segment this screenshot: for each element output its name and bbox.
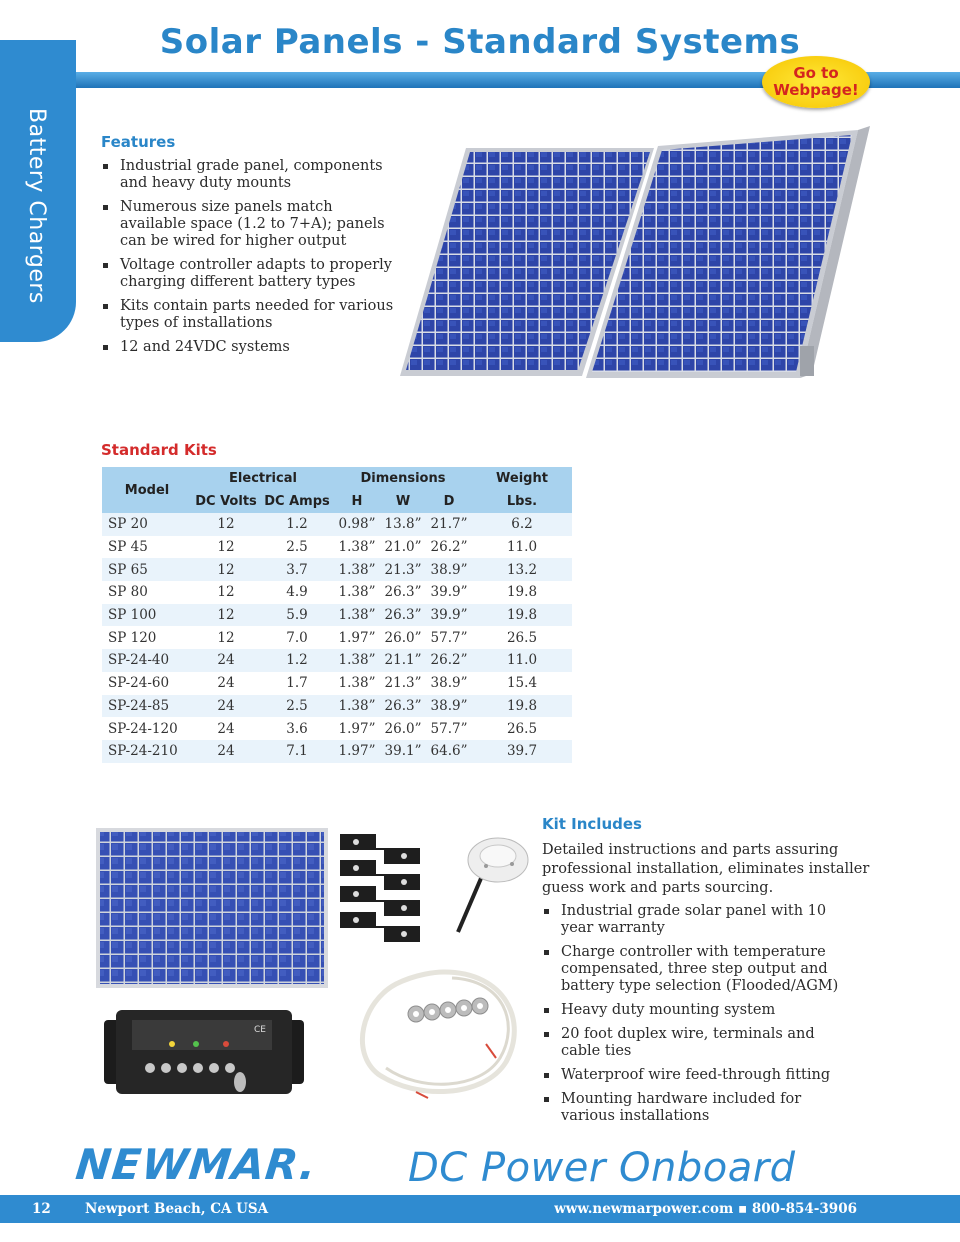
solar-panel-image [396, 124, 872, 386]
kit-includes-intro: Detailed instructions and parts assuring professional installation, eliminates installer guess work and parts sourcing. [542, 842, 870, 896]
cell-h: 1.97” [334, 626, 380, 649]
mounting-brackets-image [336, 830, 424, 942]
table-header-row [102, 467, 572, 490]
cell-w: 21.0” [380, 536, 426, 559]
standard-kits-table [102, 467, 572, 763]
features-heading: Features [101, 133, 176, 151]
cell-h: 1.38” [334, 649, 380, 672]
cell-h: 1.38” [334, 581, 380, 604]
newmar-logo: NEWMAR. [73, 1140, 320, 1189]
cell-w: 26.3” [380, 695, 426, 718]
table-row [102, 717, 572, 740]
kit-includes-heading: Kit Includes [542, 815, 642, 833]
cell-dc-volts: 12 [192, 581, 260, 604]
cell-dc-amps: 1.2 [260, 513, 334, 536]
cell-model: SP-24-120 [102, 717, 192, 740]
col-model: Model [102, 467, 192, 513]
cell-w: 26.0” [380, 626, 426, 649]
kit-item: Heavy duty mounting system [542, 1002, 852, 1019]
cell-w: 21.3” [380, 558, 426, 581]
feed-through-fitting-image [444, 828, 532, 936]
table-row [102, 558, 572, 581]
cell-dc-volts: 12 [192, 513, 260, 536]
cell-dc-amps: 3.7 [260, 558, 334, 581]
cell-w: 39.1” [380, 740, 426, 763]
features-list [101, 158, 401, 363]
cell-lbs: 19.8 [472, 604, 572, 627]
cell-lbs: 19.8 [472, 581, 572, 604]
cell-dc-volts: 12 [192, 626, 260, 649]
badge-line-2: Webpage! [773, 81, 859, 99]
cell-d: 26.2” [426, 536, 472, 559]
cell-model: SP 65 [102, 558, 192, 581]
col-d: D [426, 490, 472, 513]
cell-d: 39.9” [426, 604, 472, 627]
col-lbs: Lbs. [472, 490, 572, 513]
charge-controller-image [104, 1010, 304, 1094]
page-title: Solar Panels - Standard Systems [159, 22, 801, 62]
cell-lbs: 19.8 [472, 695, 572, 718]
standard-kits-heading: Standard Kits [101, 441, 217, 459]
cell-lbs: 13.2 [472, 558, 572, 581]
col-dc-volts: DC Volts [192, 490, 260, 513]
cell-d: 38.9” [426, 672, 472, 695]
cell-dc-amps: 7.1 [260, 740, 334, 763]
cell-dc-volts: 24 [192, 672, 260, 695]
footer-location: Newport Beach, CA USA [85, 1201, 269, 1217]
cell-lbs: 39.7 [472, 740, 572, 763]
kit-item: 20 foot duplex wire, terminals and cable ties [542, 1026, 852, 1060]
cell-h: 1.38” [334, 672, 380, 695]
cell-dc-volts: 12 [192, 558, 260, 581]
duplex-wire-image [356, 962, 536, 1102]
cell-d: 21.7” [426, 513, 472, 536]
cell-model: SP 45 [102, 536, 192, 559]
cell-dc-amps: 2.5 [260, 536, 334, 559]
cell-lbs: 15.4 [472, 672, 572, 695]
go-to-webpage-button[interactable] [762, 56, 870, 108]
cell-w: 26.3” [380, 604, 426, 627]
side-tab-label: Battery Chargers [24, 108, 49, 304]
cell-d: 39.9” [426, 581, 472, 604]
table-row [102, 513, 572, 536]
cell-w: 21.1” [380, 649, 426, 672]
table-row [102, 626, 572, 649]
cell-h: 1.38” [334, 695, 380, 718]
col-group-electrical: Electrical [192, 467, 334, 490]
feature-item: Kits contain parts needed for various types of installations [101, 298, 401, 332]
cell-d: 57.7” [426, 626, 472, 649]
table-body [102, 513, 572, 763]
cell-dc-amps: 1.2 [260, 649, 334, 672]
cell-dc-volts: 12 [192, 536, 260, 559]
cell-dc-volts: 12 [192, 604, 260, 627]
kit-item: Mounting hardware included for various installations [542, 1091, 852, 1125]
cell-w: 26.3” [380, 581, 426, 604]
col-group-dimensions: Dimensions [334, 467, 472, 490]
controller-ce-mark: CE [254, 1025, 266, 1035]
cell-model: SP 80 [102, 581, 192, 604]
feature-item: Industrial grade panel, components and heavy duty mounts [101, 158, 401, 192]
kit-item: Charge controller with temperature compensated, three step output and battery type selection (Flooded/AGM) [542, 944, 852, 995]
footer-bar [0, 1195, 960, 1223]
cell-dc-volts: 24 [192, 695, 260, 718]
cell-lbs: 26.5 [472, 626, 572, 649]
cell-w: 26.0” [380, 717, 426, 740]
cell-model: SP-24-40 [102, 649, 192, 672]
feature-item: Numerous size panels match available space (1.2 to 7+A); panels can be wired for higher output [101, 199, 401, 250]
col-group-weight: Weight [472, 467, 572, 490]
cell-d: 64.6” [426, 740, 472, 763]
table-row [102, 581, 572, 604]
table-row [102, 695, 572, 718]
cell-dc-amps: 4.9 [260, 581, 334, 604]
cell-lbs: 11.0 [472, 536, 572, 559]
table-row [102, 740, 572, 763]
cell-dc-amps: 3.6 [260, 717, 334, 740]
cell-h: 1.38” [334, 536, 380, 559]
cell-dc-volts: 24 [192, 740, 260, 763]
table-row [102, 604, 572, 627]
cell-model: SP-24-60 [102, 672, 192, 695]
cell-model: SP 100 [102, 604, 192, 627]
badge-line-1: Go to [793, 64, 839, 82]
table-row [102, 536, 572, 559]
cell-model: SP-24-85 [102, 695, 192, 718]
slogan: DC Power Onboard [408, 1145, 796, 1191]
kit-item: Waterproof wire feed-through fitting [542, 1067, 852, 1084]
cell-dc-amps: 5.9 [260, 604, 334, 627]
cell-d: 57.7” [426, 717, 472, 740]
cell-d: 38.9” [426, 695, 472, 718]
cell-w: 21.3” [380, 672, 426, 695]
table-row [102, 649, 572, 672]
feature-item: 12 and 24VDC systems [101, 339, 401, 356]
page-number: 12 [32, 1201, 51, 1217]
cell-dc-amps: 1.7 [260, 672, 334, 695]
cell-h: 1.97” [334, 717, 380, 740]
cell-dc-amps: 2.5 [260, 695, 334, 718]
kit-solar-panel-image [96, 828, 328, 988]
cell-lbs: 26.5 [472, 717, 572, 740]
cell-dc-amps: 7.0 [260, 626, 334, 649]
table-row [102, 672, 572, 695]
col-h: H [334, 490, 380, 513]
cell-dc-volts: 24 [192, 717, 260, 740]
cell-h: 0.98” [334, 513, 380, 536]
cell-model: SP 120 [102, 626, 192, 649]
col-dc-amps: DC Amps [260, 490, 334, 513]
cell-h: 1.97” [334, 740, 380, 763]
kit-item: Industrial grade solar panel with 10 year warranty [542, 903, 852, 937]
cell-h: 1.38” [334, 604, 380, 627]
cell-dc-volts: 24 [192, 649, 260, 672]
footer-contact[interactable]: www.newmarpower.com ▪ 800-854-3906 [554, 1201, 857, 1217]
cell-d: 38.9” [426, 558, 472, 581]
cell-lbs: 6.2 [472, 513, 572, 536]
cell-model: SP 20 [102, 513, 192, 536]
cell-d: 26.2” [426, 649, 472, 672]
cell-lbs: 11.0 [472, 649, 572, 672]
feature-item: Voltage controller adapts to properly charging different battery types [101, 257, 401, 291]
col-w: W [380, 490, 426, 513]
cell-h: 1.38” [334, 558, 380, 581]
kit-includes-list [542, 903, 852, 1132]
cell-model: SP-24-210 [102, 740, 192, 763]
side-tab [0, 40, 76, 342]
cell-w: 13.8” [380, 513, 426, 536]
